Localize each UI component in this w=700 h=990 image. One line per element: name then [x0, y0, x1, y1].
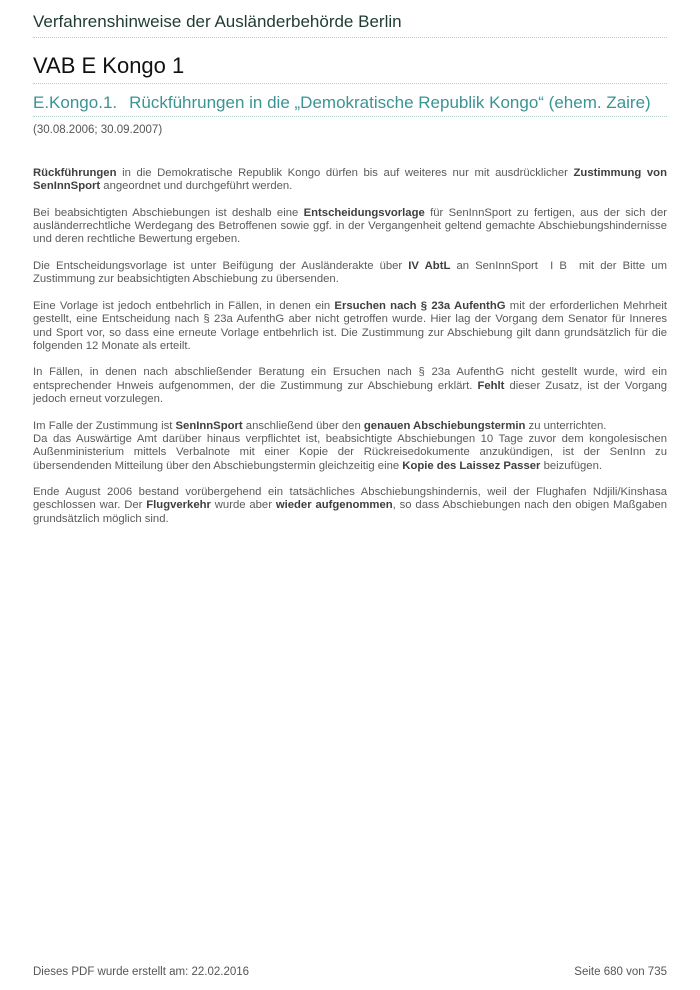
paragraph — [33, 207, 667, 247]
text: Im Falle der Zustimmung ist — [33, 419, 176, 432]
bold-text: genauen Abschiebungstermin — [363, 419, 526, 432]
bold-text: Rückführungen — [33, 167, 117, 179]
bold-text: Flugverkehr — [146, 499, 211, 512]
paragraph — [33, 167, 667, 194]
bold-text: Ersuchen nach § 23a AufenthG — [334, 299, 506, 312]
section-divider — [33, 116, 667, 117]
document-title: VAB E Kongo 1 — [33, 53, 185, 78]
text: , so dass Abschiebungen nach den obigen Maßgaben grundsätzlich möglich sind. — [33, 499, 668, 525]
section-title: Rückführungen in die „Demokratische Republik Kongo“ (ehem. Zaire) — [129, 93, 651, 112]
bold-text: Fehlt — [477, 379, 505, 392]
text: mit der erforderlichen Mehrheit gestellt, eine Entscheidung nach § 23a AufenthG aber nicht getroffen wurde. Hier lag der Vorgang dem Senator für Inneres und Sport vor, so dass eine erneute Vorlage entbehrlich ist. Die Zustimmung zur Abschiebung gilt dann grundsätzlich für die folgenden 12 Monate als erteilt. — [33, 299, 667, 352]
text: in die Demokratische Republik Kongo dürfen bis auf weiteres nur mit ausdrücklicher — [116, 167, 574, 179]
bold-text: Entscheidungsvorlage — [303, 206, 425, 219]
bold-text: Kopie des Laissez Passer — [402, 459, 541, 472]
paragraph — [33, 486, 667, 526]
text: anschließend über den — [242, 419, 364, 432]
text: angeordnet und durchgeführt werden. — [100, 180, 293, 193]
text: Die Entscheidungsvorlage ist unter Beifügung der Ausländerakte über — [33, 260, 409, 273]
footer-page-number: Seite 680 von 735 — [574, 966, 667, 978]
text: Da das Auswärtige Amt darüber hinaus verpflichtet ist, beabsichtigte Abschiebungen 10 Tage zuvor dem kongolesischen Außenministerium mittels Verbalnote mit einer Kopie der Rückreisedokumente anzukündigen, ist der SenInn zu übersendenden Mitteilung über den Abschiebungstermin gleichzeitig eine — [33, 432, 667, 472]
header-title: Verfahrenshinweise der Ausländerbehörde Berlin — [33, 12, 402, 31]
text: wurde aber — [210, 499, 276, 512]
bold-text: wieder aufgenommen — [275, 499, 393, 512]
bold-text: IV AbtL — [408, 260, 451, 273]
text: zu unterrichten. — [525, 419, 607, 432]
bold-text: SenInnSport — [175, 419, 243, 432]
paragraph — [33, 420, 667, 473]
header-divider — [33, 37, 667, 38]
paragraph — [33, 300, 667, 353]
text: In Fällen, in denen nach abschließender Beratung ein Ersuchen nach § 23a AufenthG nicht gestellt wurde, wird ein entsprechender Hnweis aufgenommen, der die Zustimmung zur Abschiebung erklärt. — [33, 366, 667, 392]
section-number: E.Kongo.1. — [33, 93, 118, 112]
bold-text: Zustimmung von SenInnSport — [33, 167, 667, 193]
text: beizufügen. — [540, 459, 602, 472]
text: Ende August 2006 bestand vorübergehend ein tatsächliches Abschiebungshindernis, weil der Flughafen Ndjili/Kinshasa geschlossen war. Der — [33, 486, 667, 512]
text: für SenInnSport zu fertigen, aus der sich der ausländerrechtliche Werdegang des Betroffenen sowie ggf. in der Vergangenheit geltend gemachte Abschiebungshindernisse und deren rechtliche Bewertung ergeben. — [33, 206, 667, 246]
section-heading — [33, 93, 651, 113]
revision-dates: (30.08.2006; 30.09.2007) — [33, 124, 163, 136]
title-divider — [33, 83, 667, 84]
text: dieser Zusatz, ist der Vorgang jedoch erneut vorzulegen. — [33, 379, 667, 406]
text: an SenInnSport I B mit der Bitte um Zustimmung zur beabsichtigten Abschiebung zu übersenden. — [33, 260, 671, 286]
paragraph — [33, 366, 667, 406]
paragraph — [33, 260, 671, 287]
text: Bei beabsichtigten Abschiebungen ist deshalb eine — [33, 206, 304, 219]
text: Eine Vorlage ist jedoch entbehrlich in Fällen, in denen ein — [33, 299, 335, 312]
document-body — [33, 167, 671, 539]
footer-created-date: Dieses PDF wurde erstellt am: 22.02.2016 — [33, 966, 250, 978]
